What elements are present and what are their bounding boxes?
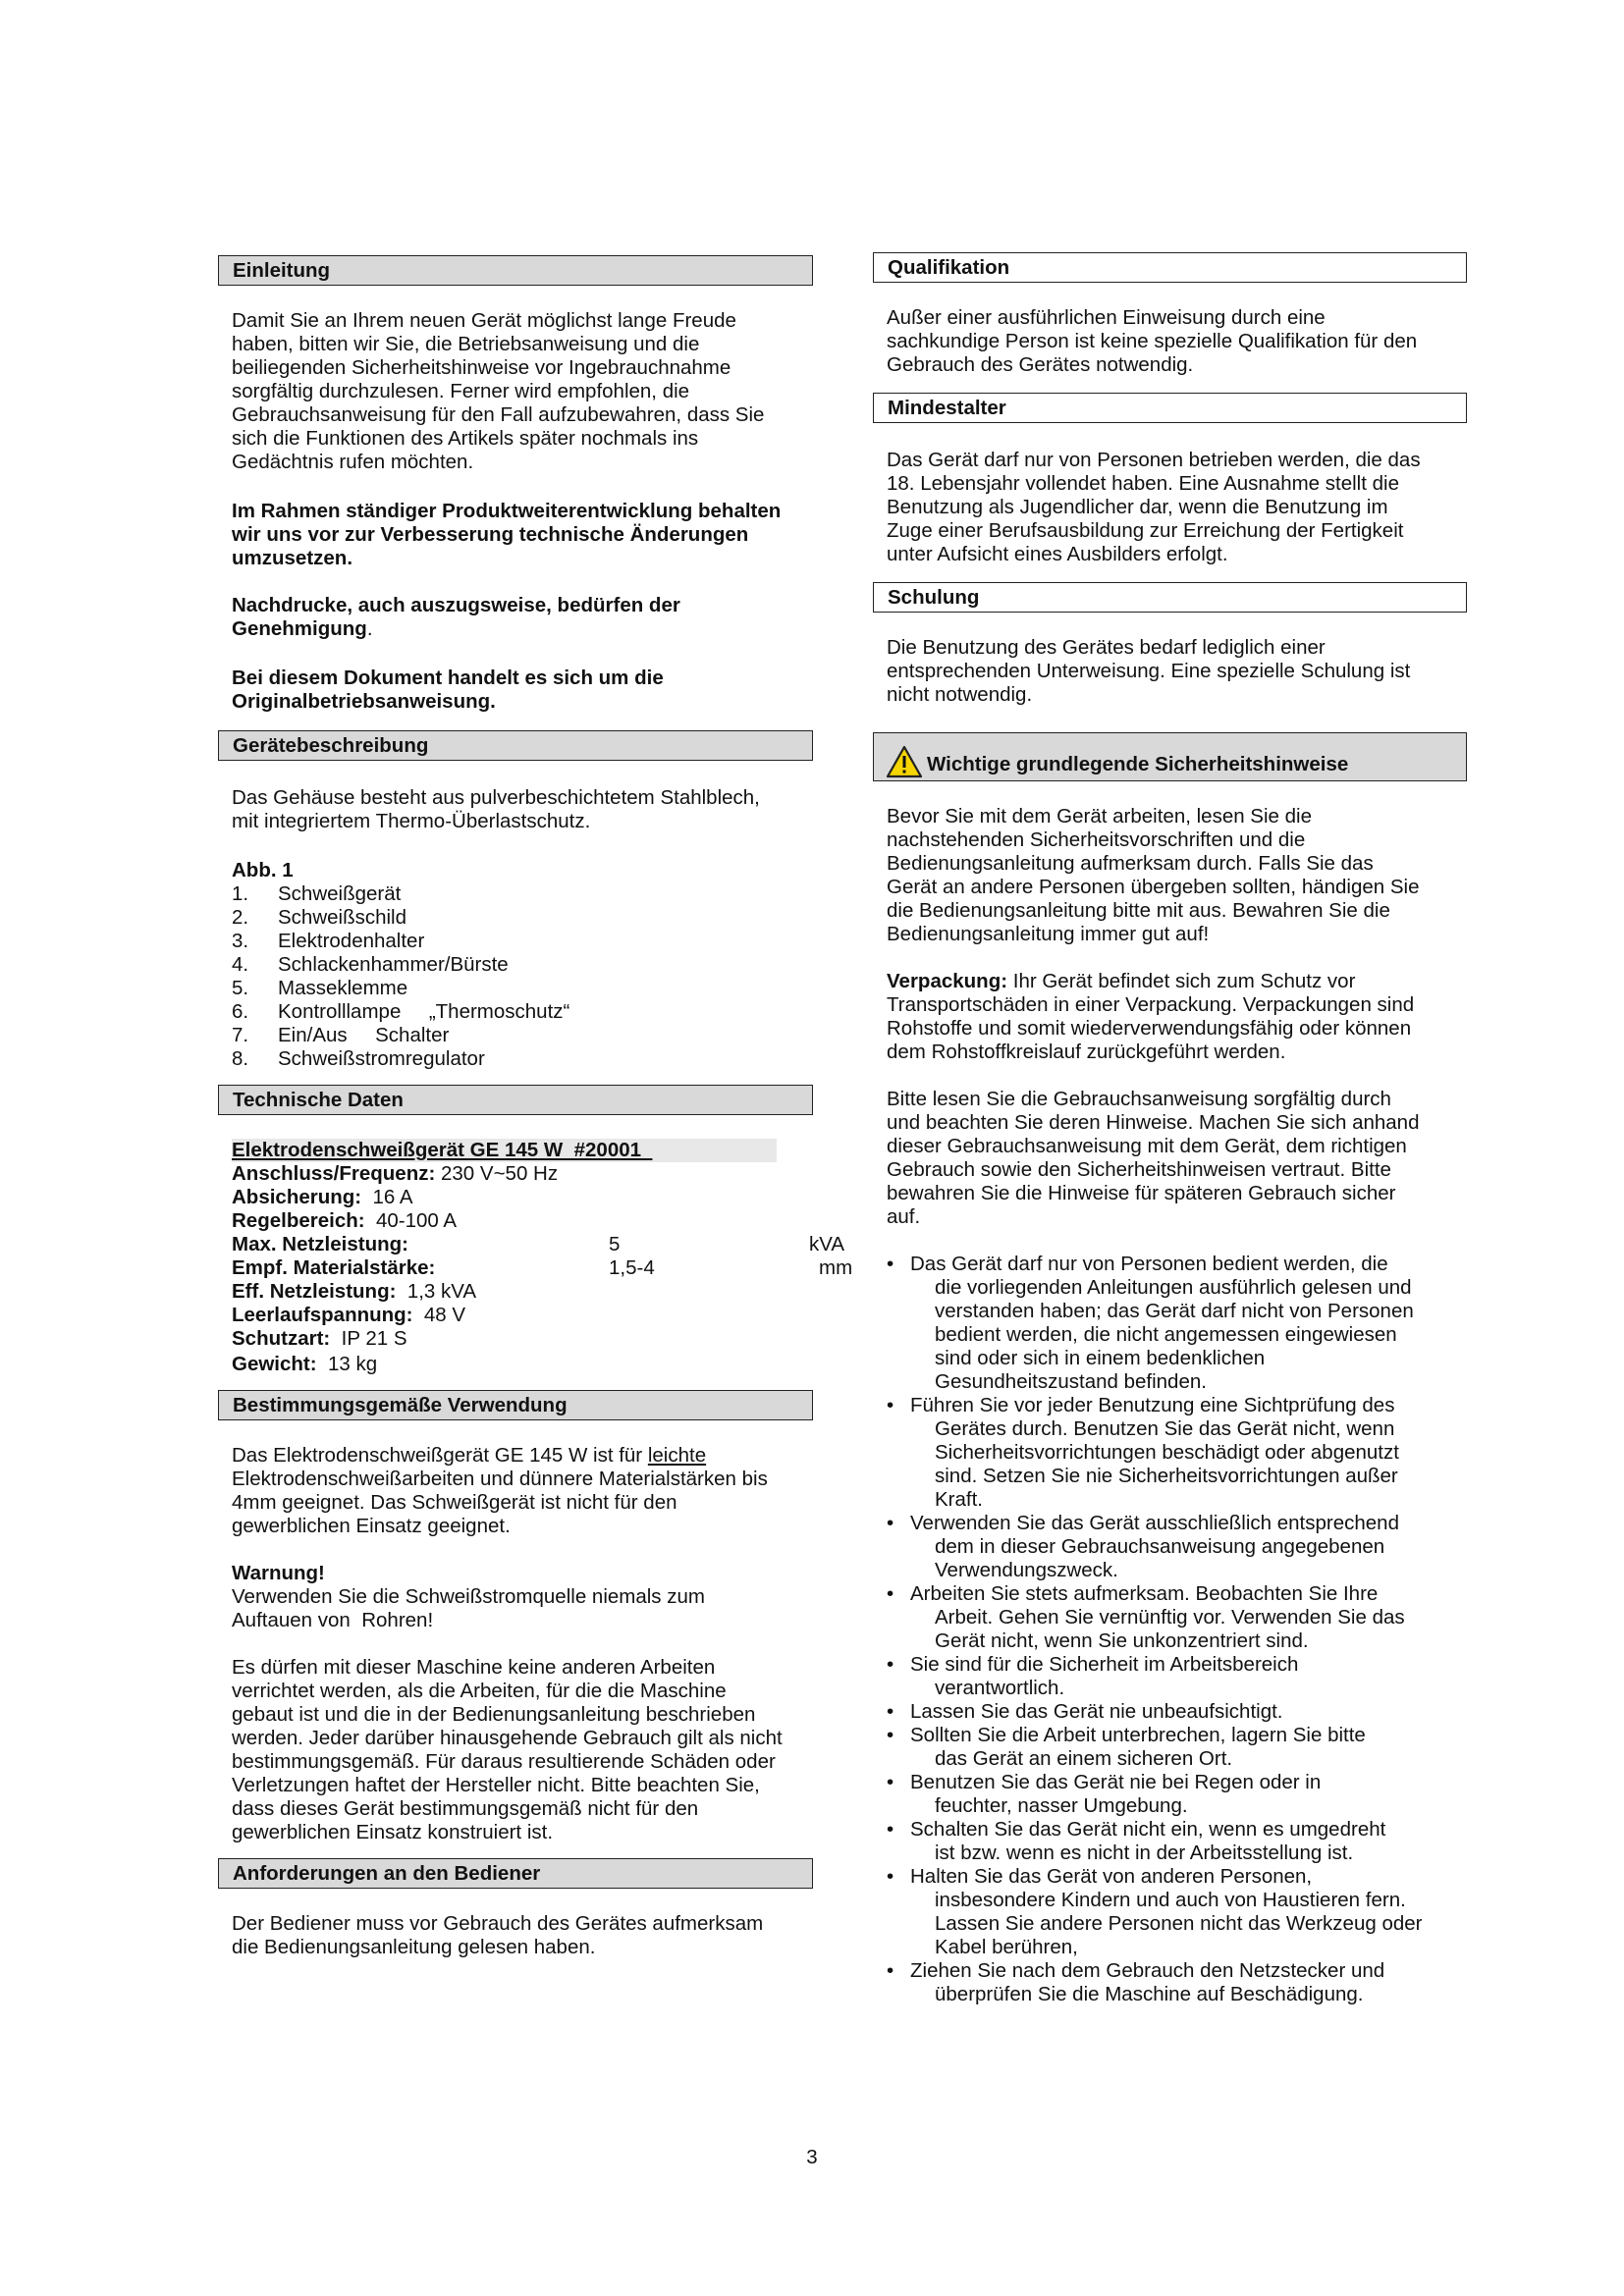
- list-item: • Benutzen Sie das Gerät nie bei Regen oder in feuchter, nasser Umgebung.: [887, 1771, 1453, 1818]
- list-item: 2. Schweißschild: [232, 906, 407, 929]
- list-item: • Lassen Sie das Gerät nie unbeaufsichtigt.: [887, 1700, 1453, 1724]
- list-item: • Das Gerät darf nur von Personen bedient werden, die die vorliegenden Anleitungen ausführlich gelesen und verstanden haben; das Gerät darf nicht von Personen bedient werden, die nicht angemessen eingewiesen sind oder sich in einem bedenklichen Gesundheitszustand befinden.: [887, 1253, 1453, 1394]
- section-header-mindestalter: Mindestalter: [873, 393, 1467, 423]
- left-column: [218, 255, 853, 1959]
- safety-bullet-list: [873, 1253, 1467, 2006]
- list-item: 4. Schlackenhammer/Bürste: [232, 953, 509, 976]
- list-item: • Führen Sie vor jeder Benutzung eine Sichtprüfung des Gerätes durch. Benutzen Sie das Gerät nicht, wenn Sicherheitsvorrichtungen beschädigt oder abgenutzt sind. Setzen Sie nie Sicherheitsvorrichtungen außer Kraft.: [887, 1394, 1453, 1512]
- model-title: Elektrodenschweißgerät GE 145 W #20001: [232, 1139, 777, 1162]
- verpackung-paragraph: Verpackung: Ihr Gerät befindet sich zum Schutz vor Transportschäden in einer Verpackung. Verpackungen sind Rohstoffe und somit wiederverwendungsfähig oder können dem Rohstoffkreislauf zurückgeführt werden.: [887, 970, 1415, 1063]
- sicherheit-paragraph-1: Bevor Sie mit dem Gerät arbeiten, lesen Sie die nachstehenden Sicherheitsvorschriften und die Bedienungsanleitung aufmerksam durch. Falls Sie das Gerät an andere Personen übergeben sollten, händigen Sie die Bedienungsanleitung bitte mit aus. Bewahren Sie die Bedienungsanleitung immer gut auf!: [887, 805, 1420, 945]
- list-item: • Schalten Sie das Gerät nicht ein, wenn es umgedreht ist bzw. wenn es nicht in der Arbeitsstellung ist.: [887, 1818, 1453, 1865]
- list-item: 6. Kontrolllampe „Thermoschutz“: [232, 1000, 570, 1023]
- list-item: 8. Schweißstromregulator: [232, 1047, 485, 1070]
- list-item: • Sollten Sie die Arbeit unterbrechen, lagern Sie bitte das Gerät an einem sicheren Ort.: [887, 1724, 1453, 1771]
- list-item: • Sie sind für die Sicherheit im Arbeitsbereich verantwortlich.: [887, 1653, 1453, 1700]
- sicherheit-paragraph-3: Bitte lesen Sie die Gebrauchsanweisung sorgfältig durch und beachten Sie deren Hinweise. Machen Sie sich anhand dieser Gebrauchsanweisung mit dem Gerät, dem richtigen Gebrauch sowie den Sicherheitshinweisen vertraut. Bitte bewahren Sie die Hinweise für späteren Gebrauch sicher auf.: [887, 1088, 1420, 1228]
- list-item: 3. Elektrodenhalter: [232, 930, 425, 952]
- list-item: • Verwenden Sie das Gerät ausschließlich entsprechend dem in dieser Gebrauchsanweisung angegebenen Verwendungszweck.: [887, 1512, 1453, 1582]
- schulung-paragraph: Die Benutzung des Gerätes bedarf lediglich einer entsprechenden Unterweisung. Eine spezielle Schulung ist nicht notwendig.: [887, 636, 1411, 706]
- geraet-paragraph: Das Gehäuse besteht aus pulverbeschichtetem Stahlblech, mit integriertem Thermo-Überlastschutz.: [232, 786, 760, 832]
- figure-reference: Abb. 1: [232, 859, 294, 881]
- qualifikation-paragraph: Außer einer ausführlichen Einweisung durch eine sachkundige Person ist keine spezielle Qualifikation für den Gebrauch des Gerätes notwendig.: [887, 306, 1418, 376]
- tech-specs: Elektrodenschweißgerät GE 145 W #20001 Anschluss/Frequenz: 230 V~50 Hz Absicherung: 16 A Regelbereich: 40-100 A Max. Netzleistung: 5 kVA Empf. Materialstärke: 1,5-4 mm Eff. Netzleistung: 1,3 kVA Leerlaufspannung: 48 V Schutzart: IP 21 S Gewicht: 13 kg: [232, 1139, 853, 1375]
- einleitung-paragraph-2: Im Rahmen ständiger Produktweiterentwicklung behalten wir uns vor zur Verbesserung technische Änderungen umzusetzen.: [232, 500, 782, 569]
- section-header-schulung: Schulung: [873, 582, 1467, 613]
- parts-list: [218, 882, 813, 1071]
- section-header-bestimmung: Bestimmungsgemäße Verwendung: [218, 1390, 813, 1420]
- section-header-technische-daten: Technische Daten: [218, 1085, 813, 1115]
- einleitung-paragraph-1: Damit Sie an Ihrem neuen Gerät möglichst lange Freude haben, bitten wir Sie, die Betriebsanweisung und die beiliegenden Sicherheitshinweise vor Ingebrauchnahme sorgfältig durchzulesen. Ferner wird empfohlen, die Gebrauchsanweisung für den Fall aufzubewahren, dass Sie sich die Funktionen des Artikels später nochmals ins Gedächtnis rufen möchten.: [232, 309, 765, 473]
- section-header-einleitung: Einleitung: [218, 255, 813, 286]
- section-header-geraetebeschreibung: Gerätebeschreibung: [218, 730, 813, 761]
- list-item: • Ziehen Sie nach dem Gebrauch den Netzstecker und überprüfen Sie die Maschine auf Beschädigung.: [887, 1959, 1453, 2006]
- section-header-anforderungen: Anforderungen an den Bediener: [218, 1858, 813, 1889]
- list-item: 1. Schweißgerät: [232, 882, 402, 905]
- warning-triangle-icon: [886, 745, 923, 778]
- bestimmung-paragraph-2: Es dürfen mit dieser Maschine keine anderen Arbeiten verrichtet werden, als die Arbeiten, für die die Maschine gebaut ist und die in der Bedienungsanleitung beschrieben werden. Jeder darüber hinausgehende Gebrauch gilt als nicht bestimmungsgemäß. Für daraus resultierende Schäden oder Verletzungen haftet der Hersteller nicht. Bitte beachten Sie, dass dieses Gerät bestimmungsgemäß nicht für den gewerblichen Einsatz konstruiert ist.: [232, 1656, 783, 1843]
- mindestalter-paragraph: Das Gerät darf nur von Personen betrieben werden, die das 18. Lebensjahr vollendet haben. Eine Ausnahme stellt die Benutzung als Jugendlicher dar, wenn die Benutzung im Zuge einer Berufsausbildung zur Erreichung der Fertigkeit unter Aufsicht eines Ausbilders erfolgt.: [887, 449, 1421, 565]
- list-item: 7. Ein/Aus Schalter: [232, 1024, 450, 1046]
- einleitung-paragraph-3: Nachdrucke, auch auszugsweise, bedürfen der Genehmigung.: [232, 594, 680, 640]
- section-header-sicherheitshinweise: [873, 732, 1467, 781]
- list-item: • Arbeiten Sie stets aufmerksam. Beobachten Sie Ihre Arbeit. Gehen Sie vernünftig vor. Verwenden Sie das Gerät nicht, wenn Sie unkonzentriert sind.: [887, 1582, 1453, 1653]
- anforderungen-paragraph: Der Bediener muss vor Gebrauch des Gerätes aufmerksam die Bedienungsanleitung gelesen haben.: [232, 1912, 764, 1958]
- right-column: [873, 252, 1467, 2006]
- page-number: 3: [806, 2146, 818, 2168]
- list-item: • Halten Sie das Gerät von anderen Personen, insbesondere Kindern und auch von Haustieren fern. Lassen Sie andere Personen nicht das Werkzeug oder Kabel berühren,: [887, 1865, 1453, 1959]
- einleitung-paragraph-4: Bei diesem Dokument handelt es sich um die Originalbetriebsanweisung.: [232, 667, 664, 713]
- section-header-qualifikation: Qualifikation: [873, 252, 1467, 283]
- sicherheit-title: Wichtige grundlegende Sicherheitshinweise: [927, 753, 1349, 775]
- bestimmung-paragraph-1: Das Elektrodenschweißgerät GE 145 W ist für leichte Elektrodenschweißarbeiten und dünnere Materialstärken bis 4mm geeignet. Das Schweißgerät ist nicht für den gewerblichen Einsatz geeignet.: [232, 1444, 768, 1537]
- list-item: 5. Masseklemme: [232, 977, 408, 999]
- warning-block: Warnung! Verwenden Sie die Schweißstromquelle niemals zum Auftauen von Rohren!: [232, 1562, 705, 1631]
